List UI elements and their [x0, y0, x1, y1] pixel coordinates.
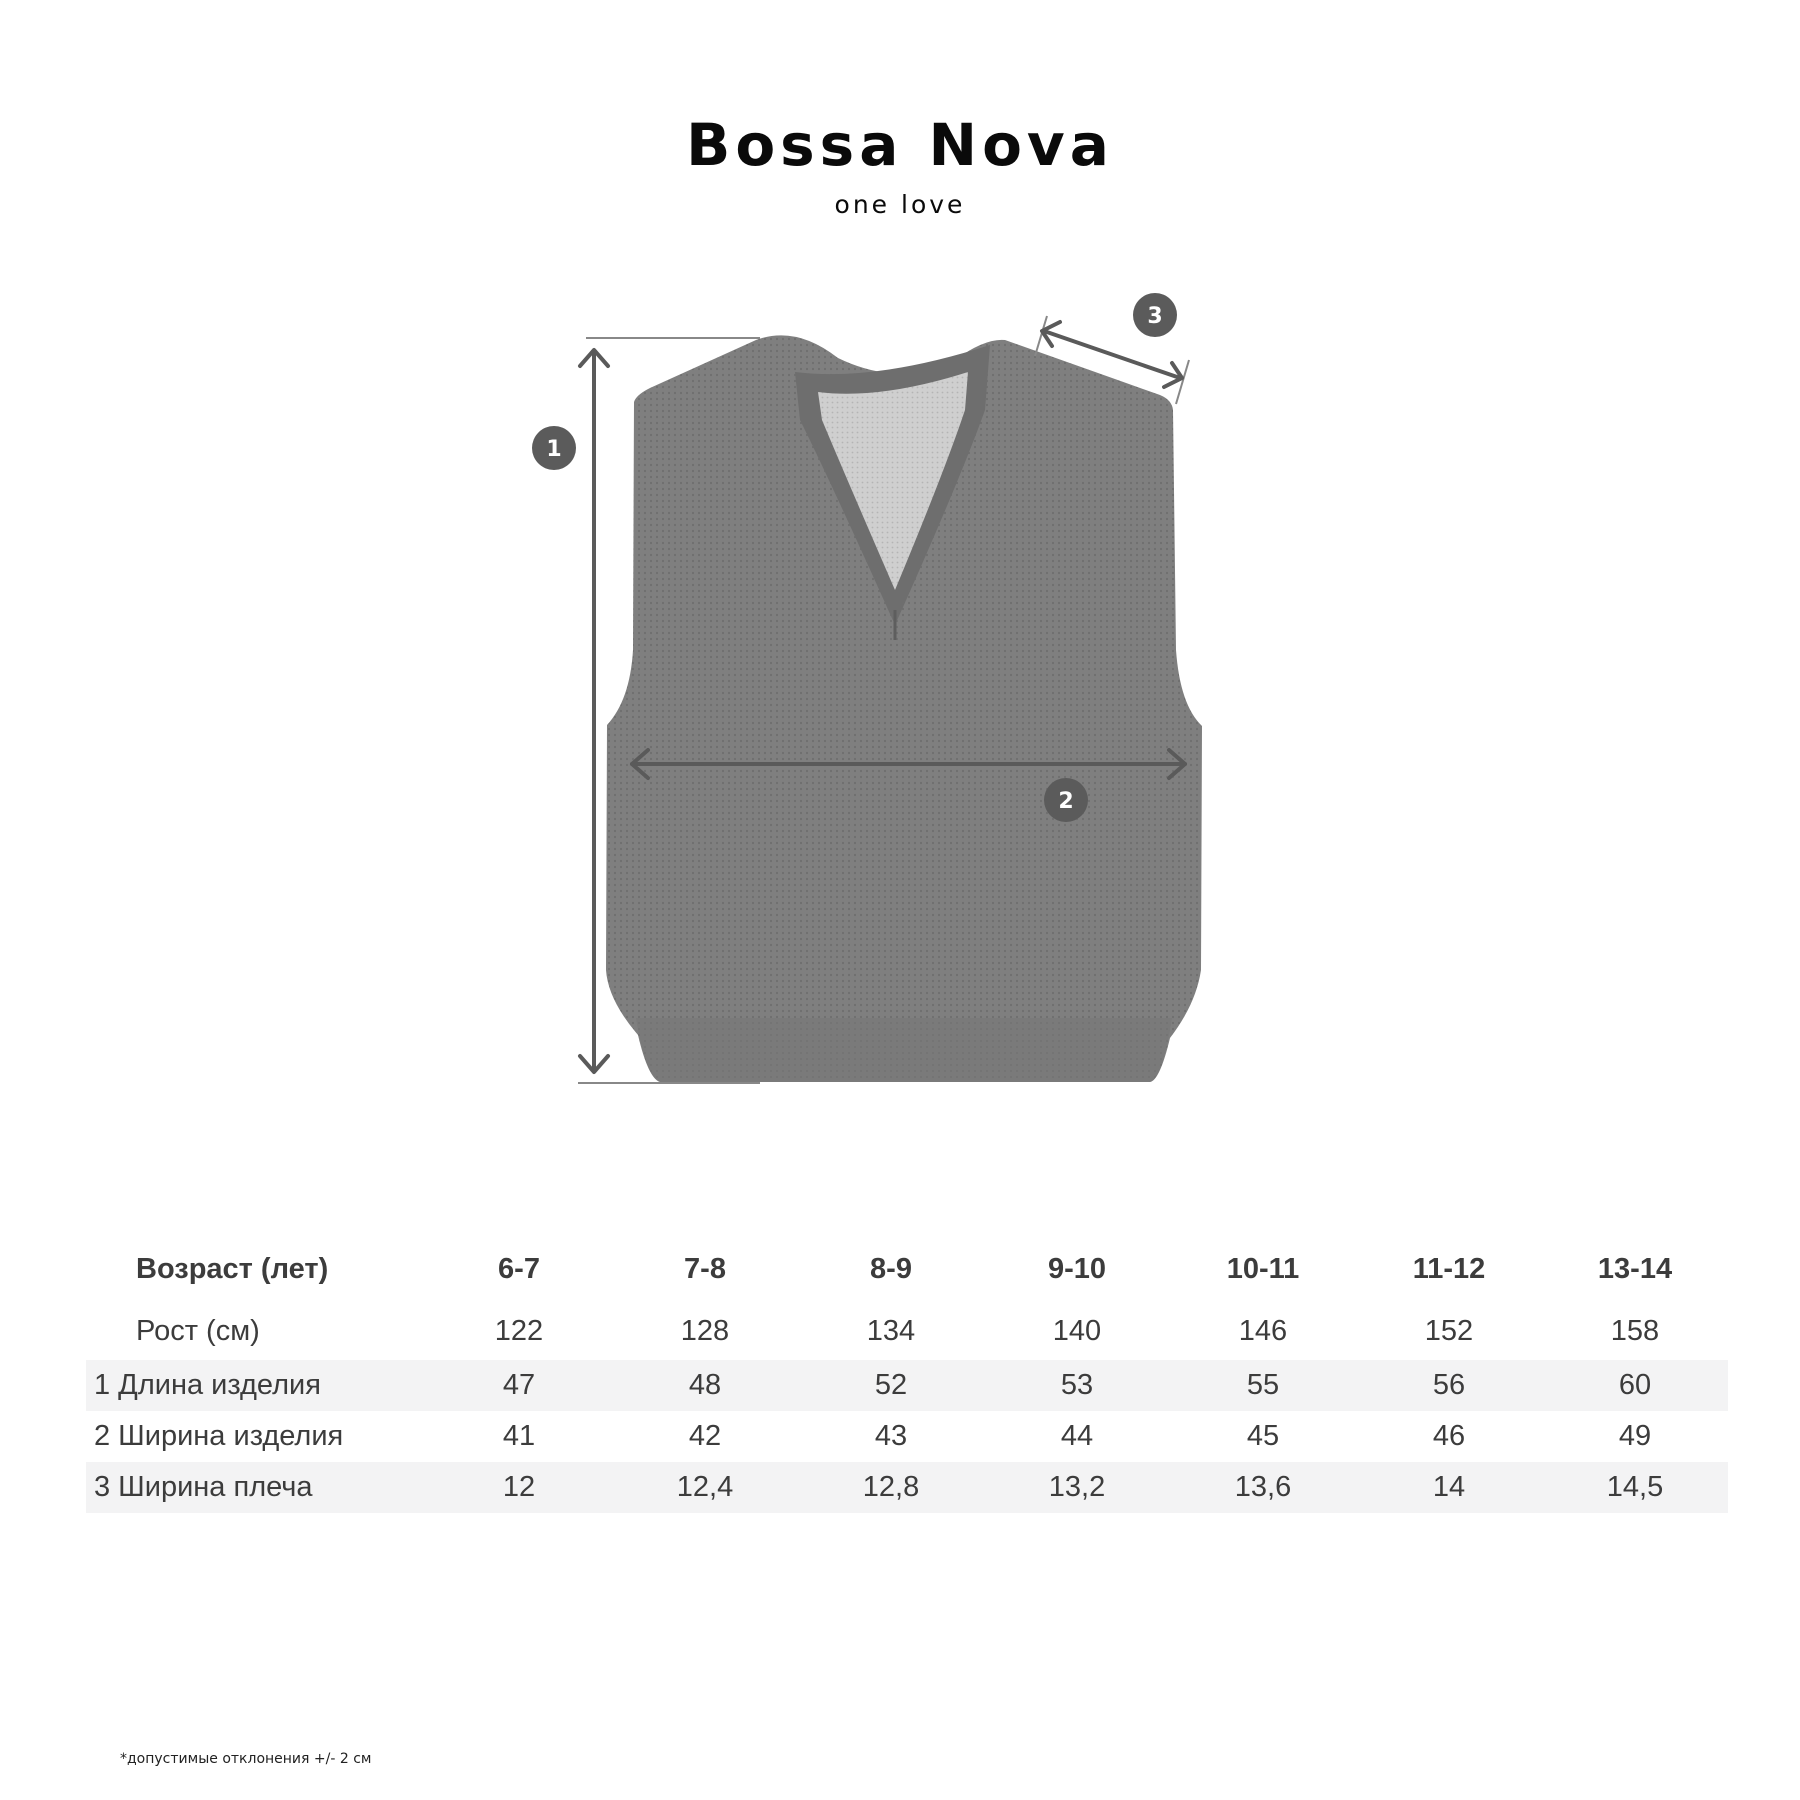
- brand-name: Bossa Nova: [686, 111, 1114, 179]
- table-row: [86, 1411, 1728, 1462]
- table-cell: 158: [1610, 1314, 1660, 1347]
- marker-3-badge: [1133, 293, 1177, 337]
- table-height-row: [86, 1302, 1728, 1360]
- table-cell: 152: [1424, 1314, 1474, 1347]
- table-cell: 46: [1432, 1420, 1466, 1452]
- table-cell: 45: [1246, 1420, 1280, 1452]
- table-cell: 11-12: [1412, 1252, 1486, 1285]
- table-header-row: [86, 1236, 1728, 1302]
- table-cell: 55: [1170, 1360, 1356, 1411]
- table-cell: 13,2: [984, 1462, 1170, 1513]
- table-cell: 128: [680, 1314, 730, 1347]
- table-cell: 43: [874, 1420, 908, 1452]
- table-cell: 56: [1356, 1360, 1542, 1411]
- marker-2-number: 2: [1058, 789, 1074, 814]
- size-table: [86, 1236, 1728, 1513]
- footnote: *допустимые отклонения +/- 2 см: [120, 1751, 372, 1767]
- table-cell: 6-7: [498, 1252, 540, 1285]
- row-label: 3 Ширина плеча: [86, 1462, 426, 1513]
- marker-2-badge: [1044, 778, 1088, 822]
- table-cell: 140: [1052, 1314, 1102, 1347]
- table-cell: 122: [494, 1314, 544, 1347]
- vest-hem: [636, 1018, 1172, 1082]
- table-cell: 146: [1238, 1314, 1288, 1347]
- row-label: 2 Ширина изделия: [94, 1420, 344, 1452]
- table-cell: 12: [426, 1462, 612, 1513]
- table-cell: 49: [1618, 1420, 1652, 1452]
- table-cell: 14,5: [1542, 1462, 1728, 1513]
- table-cell: 13,6: [1170, 1462, 1356, 1513]
- table-cell: 52: [798, 1360, 984, 1411]
- table-cell: 12,8: [798, 1462, 984, 1513]
- table-cell: 9-10: [1047, 1252, 1107, 1285]
- table-cell: 10-11: [1226, 1252, 1300, 1285]
- table-cell: 60: [1542, 1360, 1728, 1411]
- marker-1-number: 1: [546, 437, 562, 462]
- table-row: [86, 1462, 1728, 1513]
- table-row: [86, 1360, 1728, 1411]
- table-cell: 41: [502, 1420, 536, 1452]
- brand-tagline: one love: [834, 190, 966, 219]
- marker-3-number: 3: [1147, 304, 1163, 329]
- marker-1-badge: [532, 426, 576, 470]
- table-cell: 42: [688, 1420, 722, 1452]
- table-cell: 7-8: [684, 1252, 726, 1285]
- row-label: 1 Длина изделия: [86, 1360, 426, 1411]
- table-cell: 47: [426, 1360, 612, 1411]
- table-cell: 8-9: [870, 1252, 912, 1285]
- table-cell: 13-14: [1597, 1252, 1673, 1285]
- table-cell: 48: [612, 1360, 798, 1411]
- row-label: Рост (см): [136, 1314, 260, 1347]
- table-cell: 44: [1060, 1420, 1094, 1452]
- table-cell: 53: [984, 1360, 1170, 1411]
- table-cell: 12,4: [612, 1462, 798, 1513]
- row-label: Возраст (лет): [136, 1252, 329, 1285]
- table-cell: 134: [866, 1314, 916, 1347]
- table-cell: 14: [1356, 1462, 1542, 1513]
